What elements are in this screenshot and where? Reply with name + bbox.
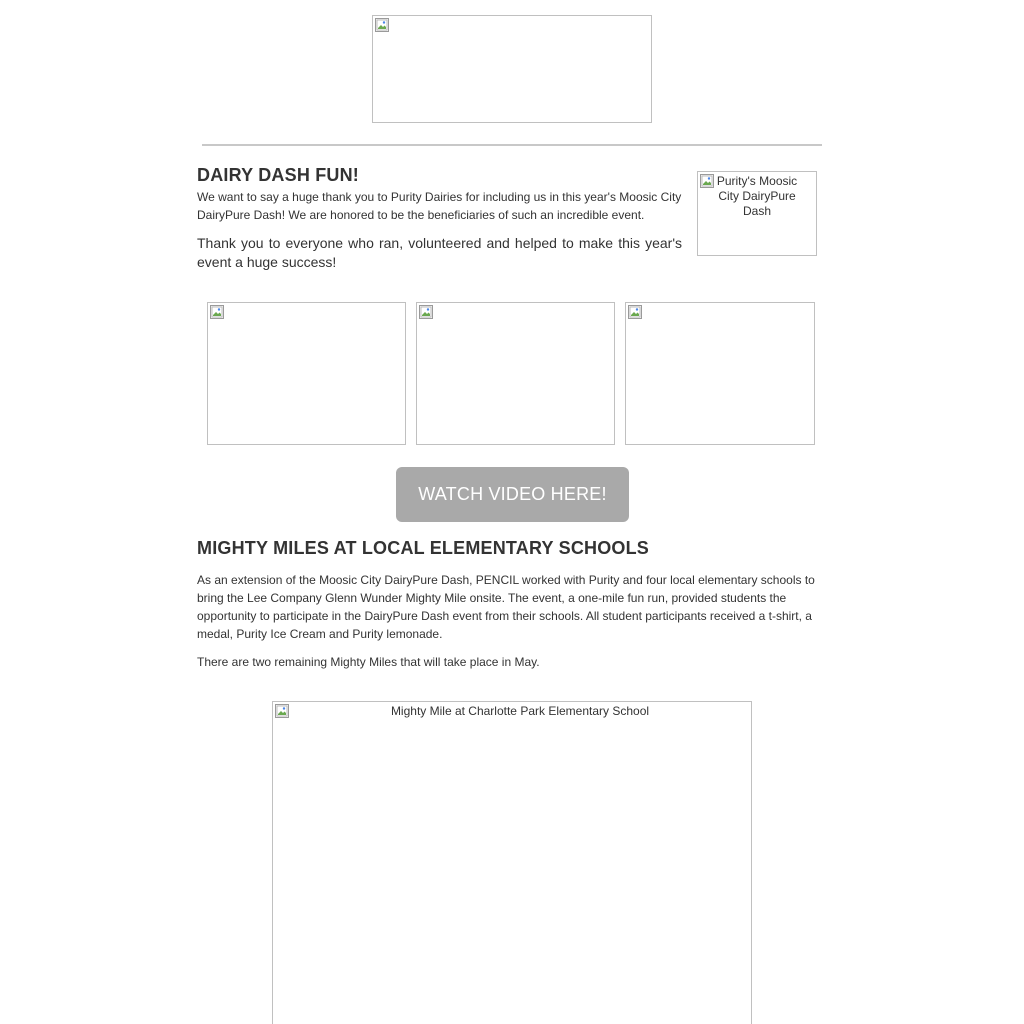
header-logo-image [372,15,652,123]
broken-image-icon [210,305,224,319]
mighty-mile-charlotte-park-image [272,701,752,1024]
section-paragraph-thank-you: We want to say a huge thank you to Purity Dairies for including us in this year's Moosic City DairyPure Dash! We are honored to be the beneficiaries of such an incredible event. [197,190,682,222]
event-photo-3 [625,302,815,445]
section-heading-mighty-miles: MIGHTY MILES AT LOCAL ELEMENTARY SCHOOLS [197,538,650,558]
broken-image-icon [375,18,389,32]
event-photo-1 [207,302,406,445]
broken-image-icon [419,305,433,319]
mighty-miles-remaining-paragraph: There are two remaining Mighty Miles that will take place in May. [197,655,540,669]
broken-image-icon [628,305,642,319]
watch-video-button[interactable]: WATCH VIDEO HERE! [396,467,629,522]
mighty-miles-paragraph: As an extension of the Moosic City DairyPure Dash, PENCIL worked with Purity and four local elementary schools to bring the Lee Company Glenn Wunder Mighty Mile onsite. The event, a one-mile fun run, provided students the opportunity to participate in the DairyPure Dash event from their schools. All student participants received a t-shirt, a medal, Purity Ice Cream and Purity lemonade. [197,573,815,641]
side-image-alt-text: Purity's Moosic City DairyPure Dash [716,174,798,218]
event-photo-2 [416,302,615,445]
section-heading-dairy-dash: DAIRY DASH FUN! [197,165,360,185]
bottom-image-alt-text: Mighty Mile at Charlotte Park Elementary School [390,704,650,718]
section-paragraph-success: Thank you to everyone who ran, volunteered and helped to make this year's event a huge success! [197,235,682,270]
dairy-dash-side-image [697,171,817,256]
header-divider [202,144,822,146]
